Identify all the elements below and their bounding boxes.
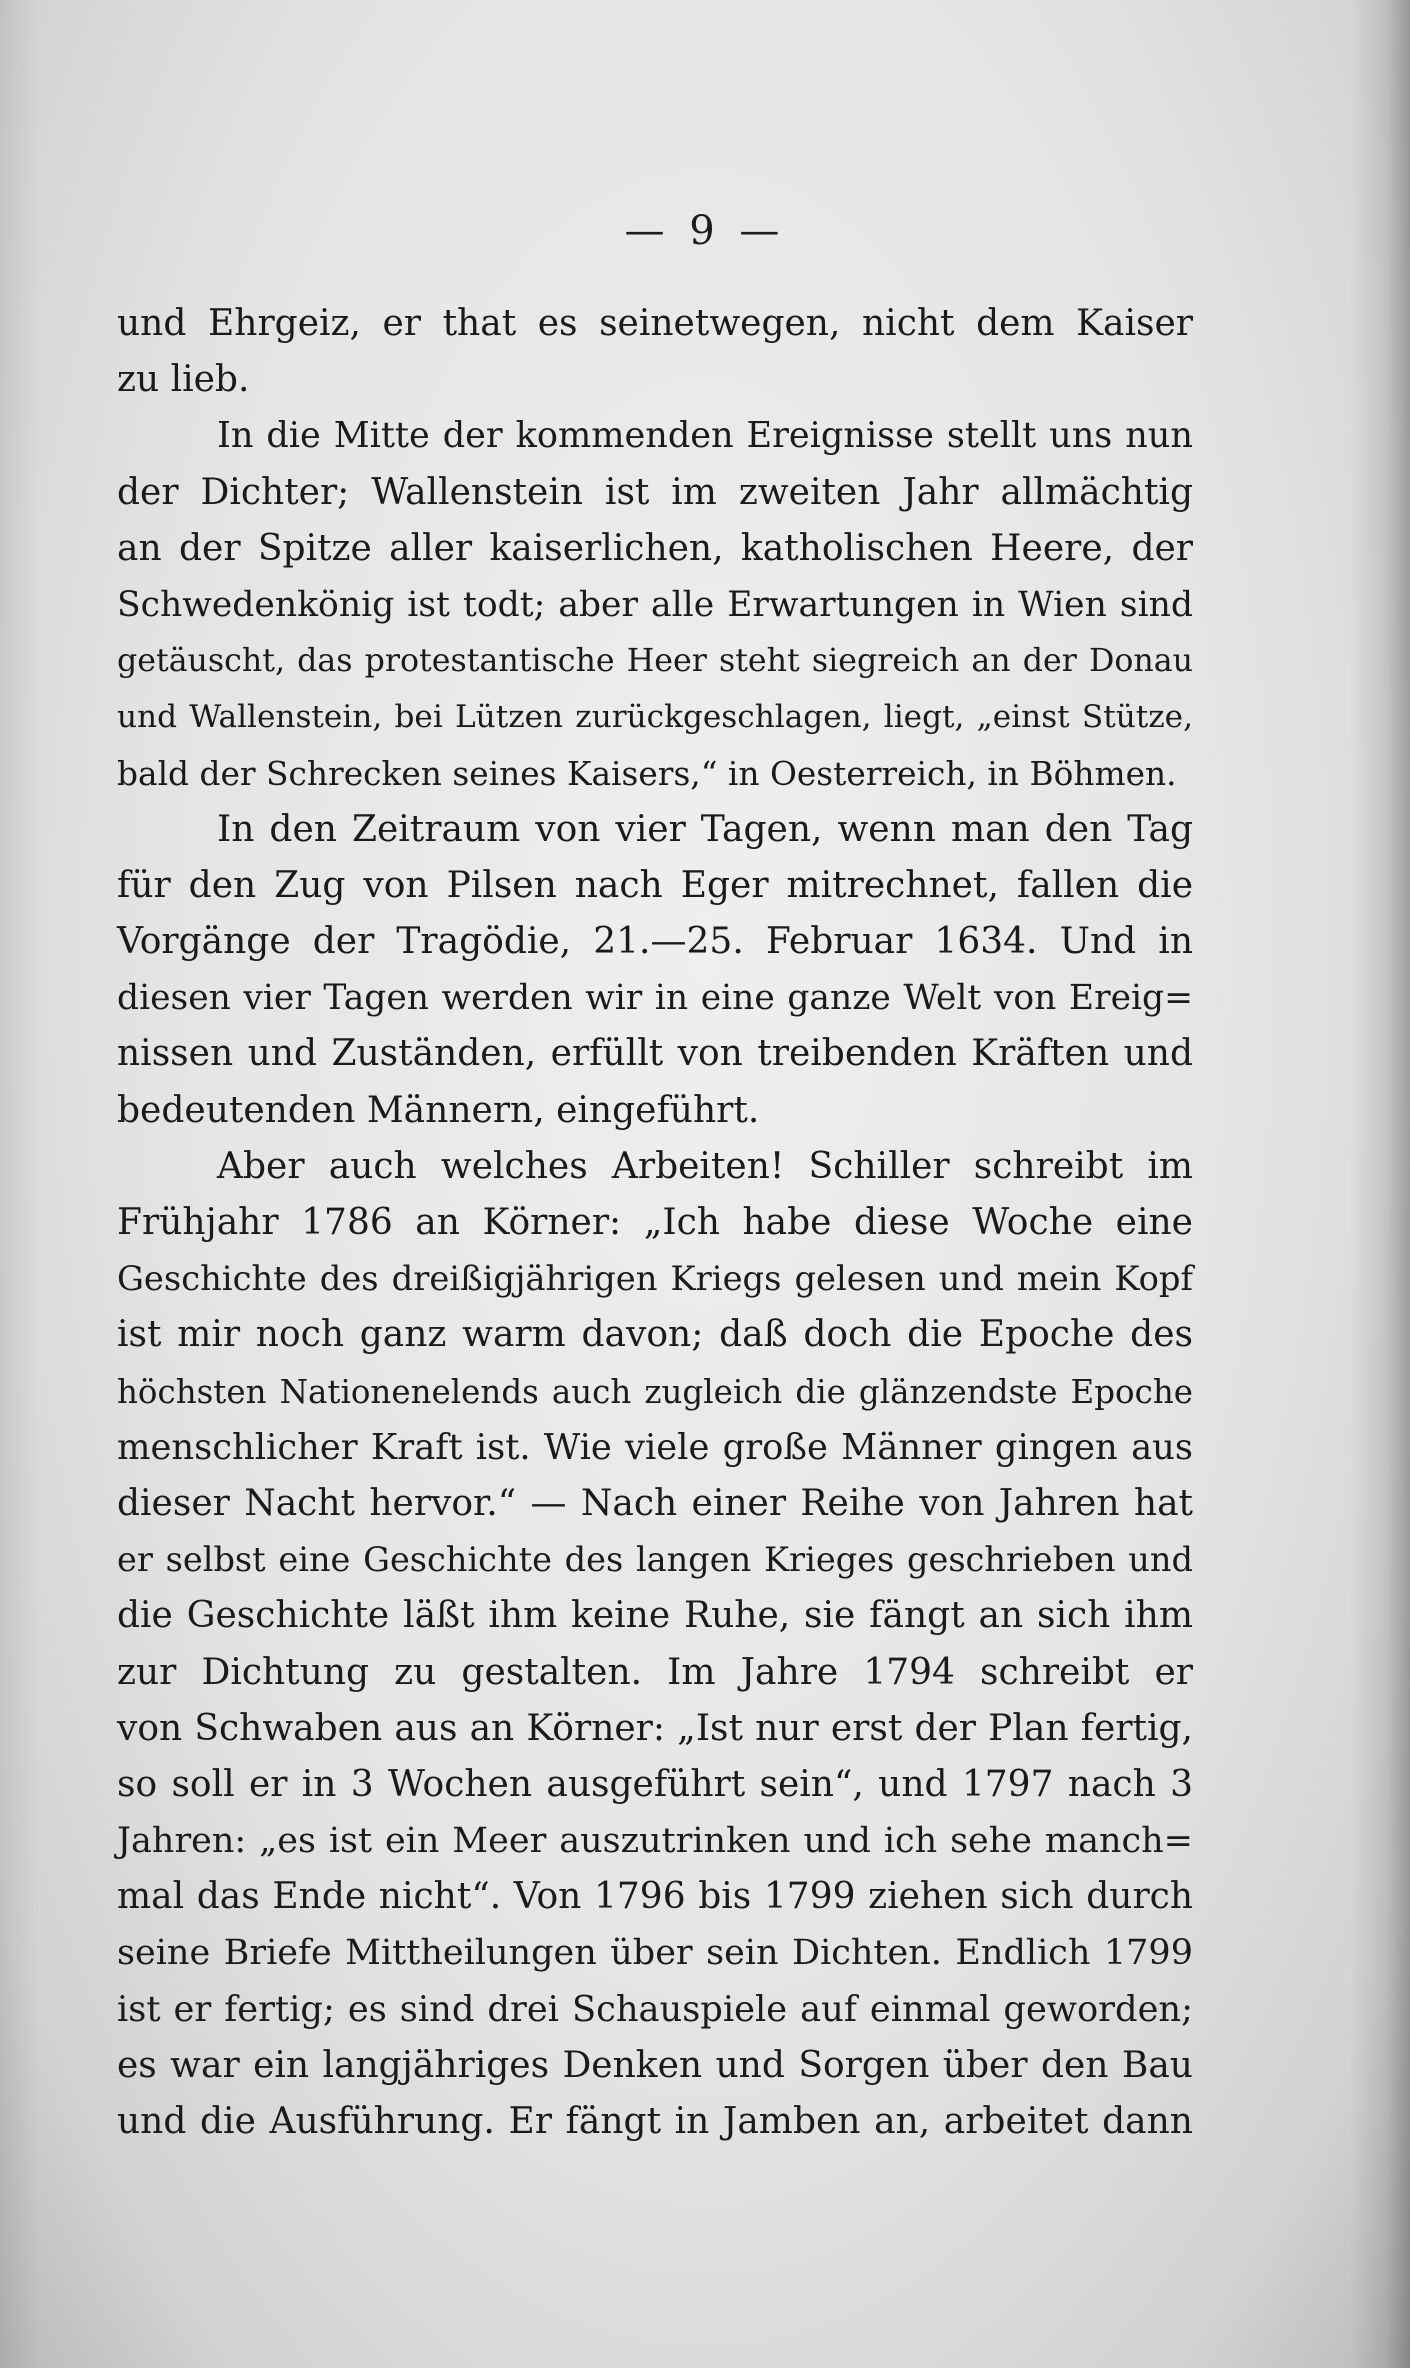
text-line: Schwedenkönig ist todt; aber alle Erwartungen in Wien sind <box>117 584 1193 625</box>
text-line: höchsten Nationenelends auch zugleich die glänzendste Epoche <box>117 1372 1193 1411</box>
text-line: In den Zeitraum von vier Tagen, wenn man den Tag <box>217 808 1193 850</box>
body-text <box>117 296 1193 2150</box>
text-line: Vorgänge der Tragödie, 21.—25. Februar 1634. Und in <box>117 921 1193 963</box>
text-line: zur Dichtung zu gestalten. Im Jahre 1794 schreibt er <box>117 1651 1193 1693</box>
text-line: die Geschichte läßt ihm keine Ruhe, sie fängt an sich ihm <box>117 1595 1193 1637</box>
text-line: Aber auch welches Arbeiten! Schiller schreibt im <box>217 1145 1193 1187</box>
text-line: ist mir noch ganz warm davon; daß doch die Epoche des <box>117 1314 1193 1356</box>
text-line: so soll er in 3 Wochen ausgeführt sein“, und 1797 nach 3 <box>117 1763 1193 1805</box>
text-line: Jahren: „es ist ein Meer auszutrinken und ich sehe manch= <box>117 1821 1193 1862</box>
text-line: Frühjahr 1786 an Körner: „Ich habe diese Woche eine <box>117 1202 1193 1243</box>
text-line: für den Zug von Pilsen nach Eger mitrechnet, fallen die <box>117 864 1193 906</box>
text-line: bedeutenden Männern, eingeführt. <box>117 1089 760 1131</box>
page-number: — 9 — <box>624 208 786 254</box>
text-line: mal das Ende nicht“. Von 1796 bis 1799 ziehen sich durch <box>117 1876 1193 1918</box>
text-line: ist er fertig; es sind drei Schauspiele auf einmal geworden; <box>117 1988 1193 2030</box>
text-line: getäuscht, das protestantische Heer steht siegreich an der Donau <box>117 643 1193 680</box>
text-line: nissen und Zuständen, erfüllt von treibenden Kräften und <box>117 1033 1193 1075</box>
text-line: und Ehrgeiz, er that es seinetwegen, nicht dem Kaiser <box>117 303 1193 344</box>
text-line: und die Ausführung. Er fängt in Jamben an, arbeitet dann <box>117 2101 1193 2142</box>
text-line: es war ein langjähriges Denken und Sorgen über den Bau <box>117 2044 1193 2086</box>
text-line: der Dichter; Wallenstein ist im zweiten Jahr allmächtig <box>117 471 1193 513</box>
text-line: er selbst eine Geschichte des langen Krieges geschrieben und <box>117 1540 1193 1580</box>
text-line: In die Mitte der kommenden Ereignisse stellt uns nun <box>217 415 1193 457</box>
page-left-edge-shadow <box>0 0 40 2368</box>
text-line: und Wallenstein, bei Lützen zurückgeschlagen, liegt, „einst Stütze, <box>117 699 1193 736</box>
text-line: diesen vier Tagen werden wir in eine ganze Welt von Ereig= <box>117 978 1193 1019</box>
text-line: Geschichte des dreißigjährigen Kriegs gelesen und mein Kopf <box>117 1259 1193 1299</box>
text-line: menschlicher Kraft ist. Wie viele große Männer gingen aus <box>117 1426 1193 1468</box>
text-line: an der Spitze aller kaiserlichen, katholischen Heere, der <box>117 527 1193 569</box>
text-line: seine Briefe Mittheilungen über sein Dichten. Endlich 1799 <box>117 1932 1193 1974</box>
text-line: bald der Schrecken seines Kaisers,“ in Oesterreich, in Böhmen. <box>117 754 1177 793</box>
text-line: zu lieb. <box>117 359 250 401</box>
page-right-edge-shadow <box>1350 0 1410 2368</box>
text-line: dieser Nacht hervor.“ — Nach einer Reihe von Jahren hat <box>117 1482 1193 1524</box>
text-line: von Schwaben aus an Körner: „Ist nur erst der Plan fertig, <box>117 1707 1193 1749</box>
